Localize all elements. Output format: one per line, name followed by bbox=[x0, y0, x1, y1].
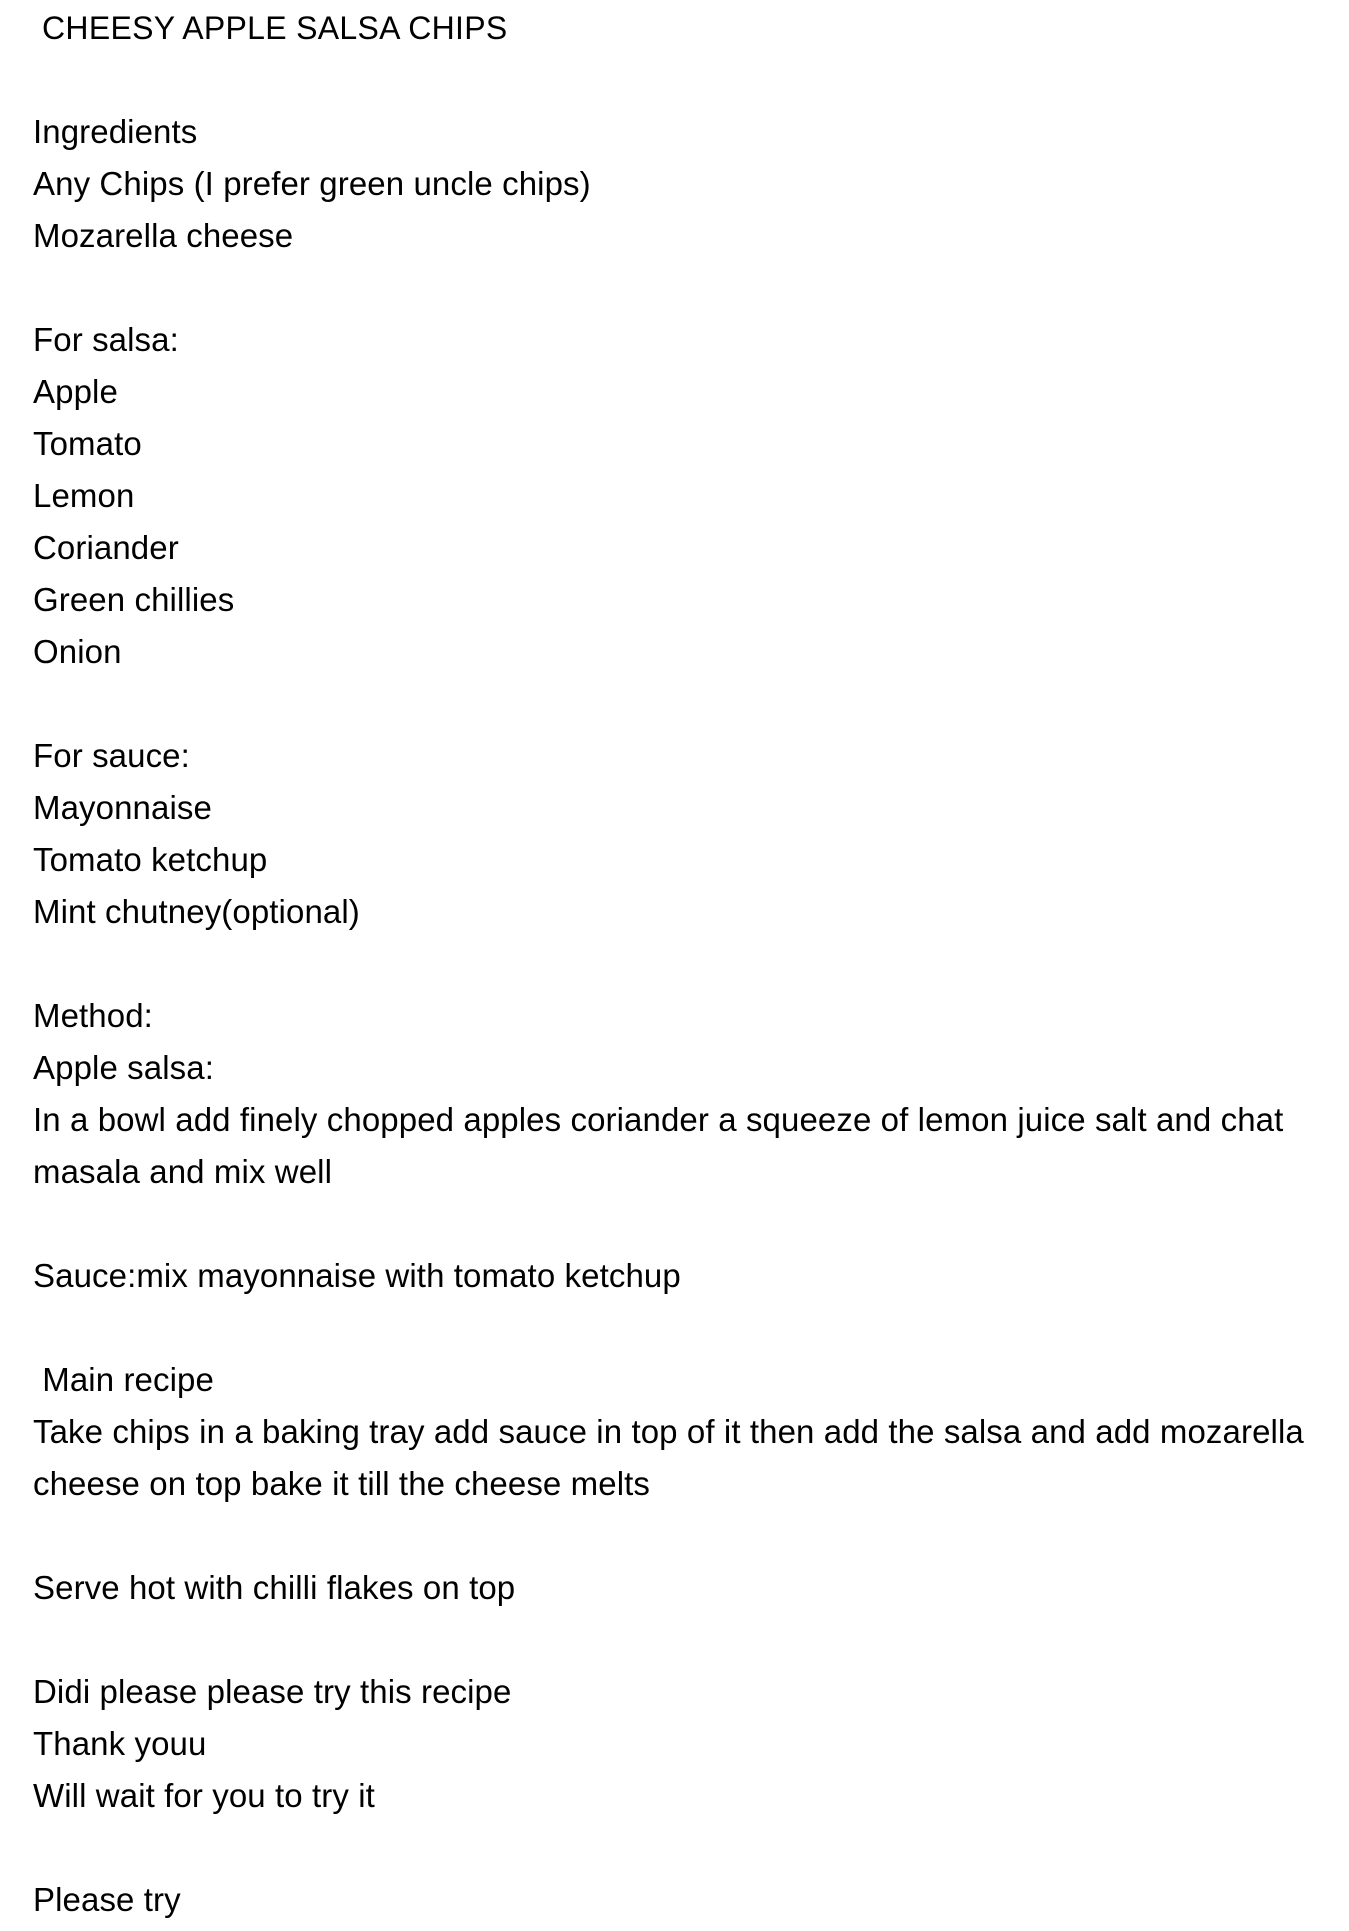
blank-line bbox=[33, 1822, 1333, 1874]
salsa-item: Apple bbox=[33, 373, 118, 410]
ingredients-heading: Ingredients bbox=[33, 113, 198, 150]
apple-salsa-step: masala and mix well bbox=[33, 1153, 333, 1190]
ingredient-item: Any Chips (I prefer green uncle chips) bbox=[33, 165, 591, 202]
main-recipe-step: cheese on top bake it till the cheese melts bbox=[33, 1465, 650, 1502]
closing-line: Didi please please try this recipe bbox=[33, 1673, 512, 1710]
blank-line bbox=[33, 1510, 1333, 1562]
apple-salsa-step: In a bowl add finely chopped apples coriander a squeeze of lemon juice salt and chat bbox=[33, 1101, 1284, 1138]
closing-line: Will wait for you to try it bbox=[33, 1777, 375, 1814]
sauce-item: Tomato ketchup bbox=[33, 841, 268, 878]
ingredient-item: Mozarella cheese bbox=[33, 217, 294, 254]
blank-line bbox=[33, 1198, 1333, 1250]
salsa-item: Lemon bbox=[33, 477, 135, 514]
main-recipe-heading: Main recipe bbox=[33, 1361, 214, 1398]
sauce-item: Mayonnaise bbox=[33, 789, 212, 826]
method-heading: Method: bbox=[33, 997, 153, 1034]
blank-line bbox=[33, 262, 1333, 314]
recipe-document bbox=[33, 106, 1333, 1926]
salsa-item: Tomato bbox=[33, 425, 142, 462]
final-line: Please try bbox=[33, 1881, 181, 1918]
serve-step: Serve hot with chilli flakes on top bbox=[33, 1569, 516, 1606]
main-recipe-step: Take chips in a baking tray add sauce in top of it then add the salsa and add mozarella bbox=[33, 1413, 1304, 1450]
salsa-item: Onion bbox=[33, 633, 122, 670]
salsa-item: Green chillies bbox=[33, 581, 235, 618]
salsa-item: Coriander bbox=[33, 529, 179, 566]
blank-line bbox=[33, 1614, 1333, 1666]
apple-salsa-heading: Apple salsa: bbox=[33, 1049, 214, 1086]
sauce-heading: For sauce: bbox=[33, 737, 190, 774]
blank-line bbox=[33, 1302, 1333, 1354]
blank-line bbox=[33, 678, 1333, 730]
sauce-item: Mint chutney(optional) bbox=[33, 893, 360, 930]
recipe-title: CHEESY APPLE SALSA CHIPS bbox=[42, 10, 508, 46]
closing-line: Thank youu bbox=[33, 1725, 207, 1762]
salsa-heading: For salsa: bbox=[33, 321, 179, 358]
sauce-step: Sauce:mix mayonnaise with tomato ketchup bbox=[33, 1257, 681, 1294]
blank-line bbox=[33, 938, 1333, 990]
